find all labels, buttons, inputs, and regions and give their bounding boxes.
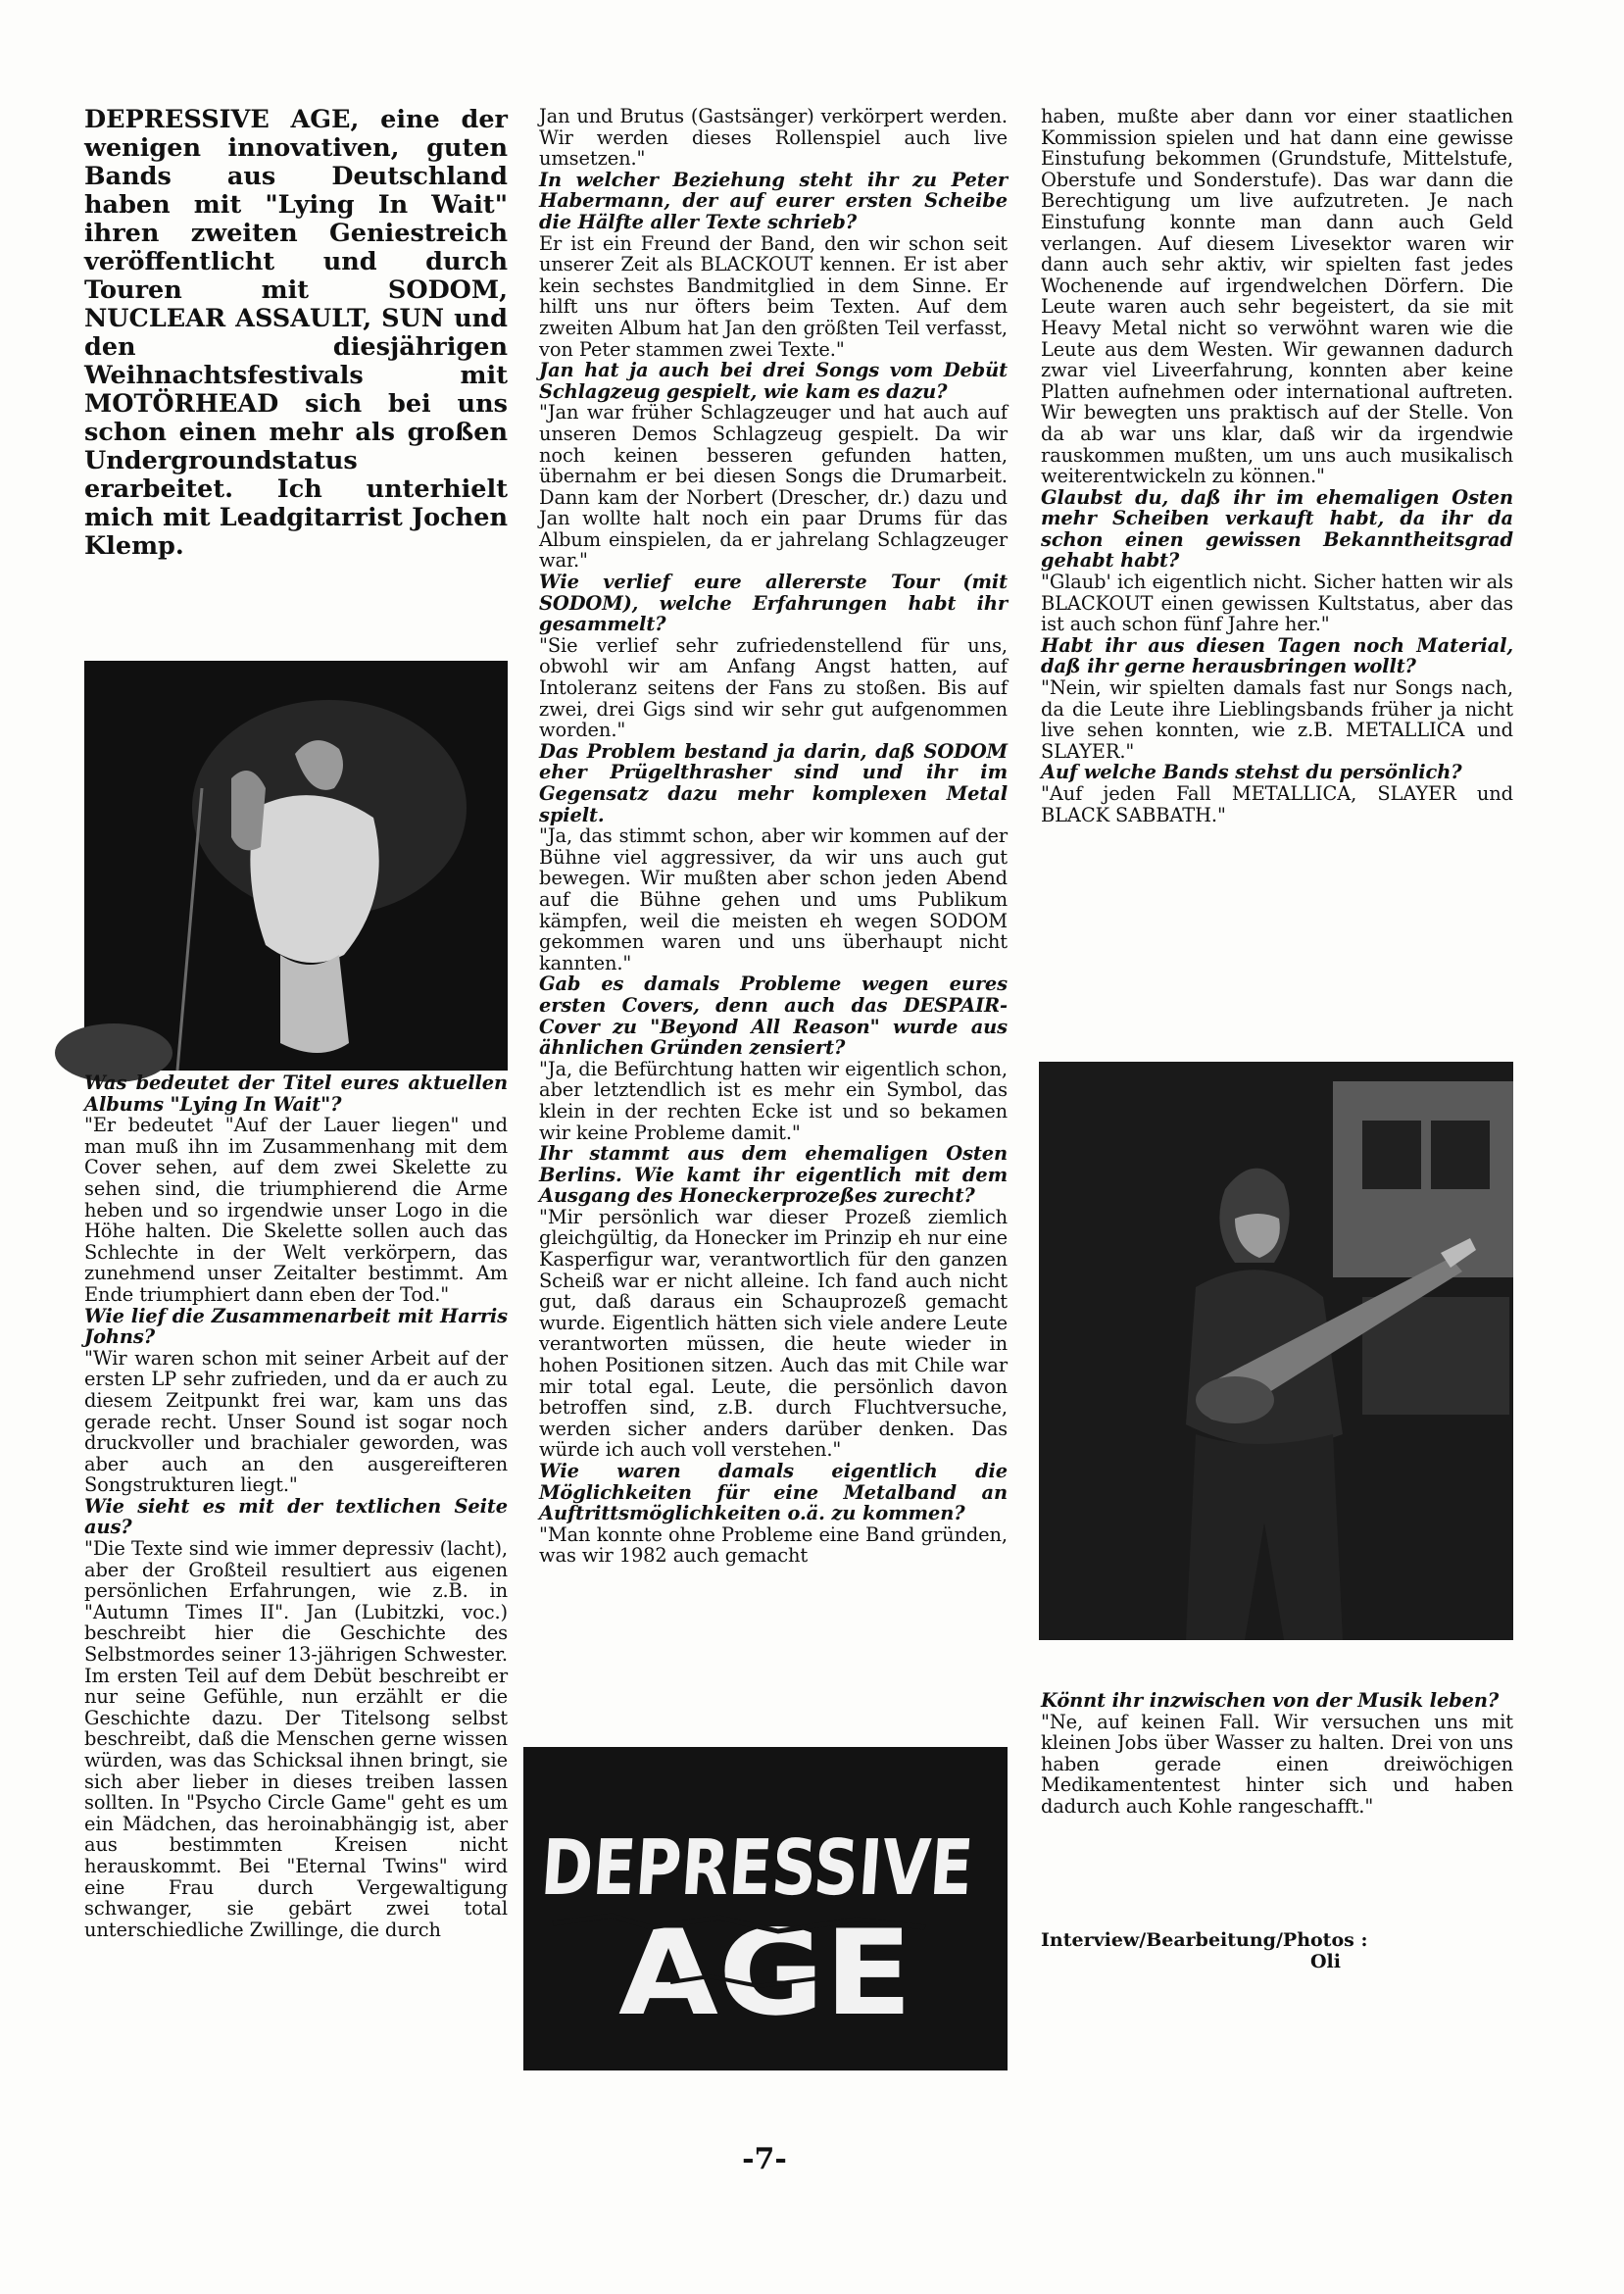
answer: Er ist ein Freund der Band, den wir schon seit unserer Zeit als BLACKOUT kennen. Er ist aber kein sechstes Bandmitglied in dem Sinne. Er hilft uns nur öfters beim Texten. Auf dem zweiten Album hat Jan den größten Teil verfasst, von Peter stammen zwei Texte.": [539, 231, 1008, 361]
question: Wie verlief eure allererste Tour (mit SODOM), welche Erfahrungen habt ihr gesammelt?: [539, 571, 1008, 636]
answer: "Man konnte ohne Probleme eine Band gründen, was wir 1982 auch gemacht: [539, 1522, 1008, 1568]
answer: "Ne, auf keinen Fall. Wir versuchen uns mit kleinen Jobs über Wasser zu halten. Drei von uns haben gerade einen dreiwöchigen Medikamententest hinter sich und haben dadurch auch Kohle rangeschafft.": [1041, 1710, 1513, 1818]
column-2: [539, 106, 1008, 1567]
credit-label: Interview/Bearbeitung/Photos :: [1041, 1929, 1368, 1951]
column-1: [84, 106, 508, 561]
question: Wie sieht es mit der textlichen Seite aus?: [84, 1494, 508, 1539]
answer: "Ja, das stimmt schon, aber wir kommen auf der Bühne viel aggressiver, da wir uns auch gut bewegen. Wir mußten aber schon jeden Abend auf die Bühne gehen und ums Publikum kämpfen, weil die meisten eh wegen SODOM gekommen waren und uns überhaupt nicht kannten.": [539, 824, 1008, 974]
singer-photo: [84, 661, 508, 1071]
question: Das Problem bestand ja darin, daß SODOM eher Prügelthrasher sind und ihr im Gegensatz dazu mehr komplexen Metal spielt.: [539, 739, 1008, 826]
band-logo: [523, 1747, 1074, 2070]
answer: "Ja, die Befürchtung hatten wir eigentlich schon, aber letztendlich ist es mehr ein Symbol, das klein in der rechten Ecke ist und so bekamen wir keine Probleme damit.": [539, 1057, 1008, 1144]
band-logo-graphic: [523, 1747, 1074, 2070]
answer-continued: Jan und Brutus (Gastsänger) verkörpert werden. Wir werden dieses Rollenspiel auch live umsetzen.": [539, 105, 1008, 171]
answer: "Er bedeutet "Auf der Lauer liegen" und man muß ihn im Zusammenhang mit dem Cover sehen, auf dem zwei Skelette zu sehen sind, die triumphierend die Arme heben und so irgendwie unser Logo in die Höhe halten. Die Skelette sollen auch das Schlechte in der Welt verkörpern, das zunehmend unser Zeitalter bestimmt. Am Ende triumphiert dann eben der Tod.": [84, 1114, 508, 1306]
question: Könnt ihr inzwischen von der Musik leben?: [1041, 1689, 1500, 1712]
column-3: [1041, 106, 1513, 825]
question: Auf welche Bands stehst du persönlich?: [1041, 761, 1462, 784]
question: Gab es damals Probleme wegen eures ersten Covers, denn auch das DESPAIR-Cover zu "Beyond All Reason" wurde aus ähnlichen Gründen zensiert?: [539, 972, 1008, 1060]
page-number: -7-: [742, 2142, 787, 2176]
question: In welcher Beziehung steht ihr zu Peter Habermann, der auf eurer ersten Scheibe die Hälfte aller Texte schrieb?: [539, 168, 1008, 233]
column-3-qa: [1041, 106, 1513, 825]
answer: "Auf jeden Fall METALLICA, SLAYER und BLACK SABBATH.": [1041, 782, 1513, 826]
answer: "Sie verlief sehr zufriedenstellend für uns, obwohl wir am Anfang Angst hatten, auf Intoleranz seitens der Fans zu stoßen. Bis auf zwei, drei Gigs sind wir sehr gut aufgenommen worden.": [539, 633, 1008, 742]
column-2-qa: [539, 106, 1008, 1567]
question: Ihr stammt aus dem ehemaligen Osten Berlins. Wie kamt ihr eigentlich mit dem Ausgang des Honeckerprozeßes zurecht?: [539, 1142, 1008, 1208]
logo-line-2: AGE: [618, 1906, 912, 2042]
column-1-qa: [84, 1072, 508, 1940]
credit-name: Oli: [1310, 1951, 1341, 1972]
guitarist-photo-graphic: [1039, 1062, 1513, 1640]
answer: "Glaub' ich eigentlich nicht. Sicher hatten wir als BLACKOUT einen gewissen Kultstatus, aber das ist auch schon fünf Jahre her.": [1041, 571, 1513, 636]
column-3-qa-bottom: [1041, 1690, 1513, 1818]
singer-photo-graphic: [84, 661, 508, 1071]
answer: "Mir persönlich war dieser Prozeß ziemlich gleichgültig, da Honecker im Prinzip eh nur eine Kasperfigur war, verantwortlich für den ganzen Scheiß war er nicht alleine. Ich fand auch nicht gut, daß daraus ein Schauprozeß gemacht wurde. Eigentlich hätten sich viele andere Leute verantworten müssen, die heute wieder in hohen Positionen sitzen. Auch das mit Chile war mir total egal. Leute, die persönlich davon betroffen sind, z.B. durch Fluchtversuche, werden sicher anders darüber denken. Das würde ich auch voll verstehen.": [539, 1205, 1008, 1462]
question: Wie lief die Zusammenarbeit mit Harris Johns?: [84, 1304, 508, 1349]
intro-paragraph: DEPRESSIVE AGE, eine der wenigen innovativen, guten Bands aus Deutschland haben mit "Lying In Wait" ihren zweiten Geniestreich veröffentlicht und durch Touren mit SODOM, NUCLEAR ASSAULT, SUN und den diesjährigen Weihnachtsfestivals mit MOTÖRHEAD sich bei uns schon einen mehr als großen Undergroundstatus erarbeitet. Ich unterhielt mich mit Leadgitarrist Jochen Klemp.: [84, 105, 508, 561]
answer: "Jan war früher Schlagzeuger und hat auch auf unseren Demos Schlagzeug gespielt. Da wir noch keinen besseren gefunden hatten, übernahm er bei diesen Songs die Drumarbeit. Dann kam der Norbert (Drescher, dr.) dazu und Jan wollte halt noch ein paar Drums für das Album einspielen, da er jahrelang Schlagzeuger war.": [539, 401, 1008, 573]
logo-line-1: DEPRESSIVE: [538, 1824, 1074, 1913]
answer-continued: haben, mußte aber dann vor einer staatlichen Kommission spielen und hat dann eine gewisse Einstufung bekommen (Grundstufe, Mittelstufe, Oberstufe und Sonderstufe). Das war dann die Berechtigung um live aufzutreten. Je nach Einstufung konnte man dann auch Geld verlangen. Auf diesem Livesektor waren wir dann auch sehr aktiv, wir spielten fast jedes Wochenende auf irgendwelchen Dörfern. Die Leute waren auch sehr begeistert, da sie mit Heavy Metal nicht so verwöhnt waren wie die Leute aus dem Westen. Wir gewannen dadurch zwar viel Liveerfahrung, konnten aber keine Platten aufnehmen oder international auftreten. Wir bewegten uns praktisch auf der Stelle. Von da ab war uns klar, daß wir da irgendwie rauskommen mußten, um uns auch musikalisch weiterentwickeln zu können.": [1041, 105, 1513, 488]
question: Habt ihr aus diesen Tagen noch Material, daß ihr gerne herausbringen wollt?: [1041, 633, 1513, 678]
column-3-body: [1041, 1690, 1513, 1818]
answer: "Nein, wir spielten damals fast nur Songs nach, da die Leute ihre Lieblingsbands früher ja nicht live sehen konnten, wie z.B. METALLICA und SLAYER.": [1041, 676, 1513, 763]
answer: "Wir waren schon mit seiner Arbeit auf der ersten LP sehr zufrieden, und da er auch zu diesem Zeitpunkt frei war, kam uns das gerade recht. Unser Sound ist sogar noch druckvoller und brachialer geworden, was aber auch an den ausgereifteren Songstrukturen liegt.": [84, 1346, 508, 1497]
guitarist-photo: [1039, 1062, 1513, 1640]
answer: "Die Texte sind wie immer depressiv (lacht), aber der Großteil resultiert aus eigenen persönlichen Erfahrungen, wie z.B. in "Autumn Times II". Jan (Lubitzki, voc.) beschreibt hier die Geschichte des Selbstmordes seiner 13-jährigen Schwester. Im ersten Teil auf dem Debüt beschreibt er nur seine Gefühle, nun erzählt er die Geschichte dazu. Der Titelsong selbst beschreibt, daß die Menschen gerne wissen würden, was das Schicksal ihnen bringt, sie sich aber lieber in dieses treiben lassen sollten. In "Psycho Circle Game" geht es um ein Mädchen, das heroinabhängig ist, aber aus bestimmten Kreisen nicht herauskommt. Bei "Eternal Twins" wird eine Frau durch Vergewaltigung schwanger, sie gebärt zwei total unterschiedliche Zwillinge, die durch: [84, 1537, 508, 1941]
question: Jan hat ja auch bei drei Songs vom Debüt Schlagzeug gespielt, wie kam es dazu?: [539, 359, 1008, 403]
column-1-body: [84, 1072, 508, 1940]
question: Wie waren damals eigentlich die Möglichkeiten für eine Metalband an Auftrittsmöglichkeiten o.ä. zu kommen?: [539, 1460, 1008, 1525]
question: Glaubst du, daß ihr im ehemaligen Osten mehr Scheiben verkauft habt, da ihr da schon einen gewissen Bekanntheitsgrad gehabt habt?: [1041, 485, 1513, 573]
credit-line: [1041, 1929, 1394, 1972]
question: Was bedeutet der Titel eures aktuellen Albums "Lying In Wait"?: [84, 1072, 508, 1116]
